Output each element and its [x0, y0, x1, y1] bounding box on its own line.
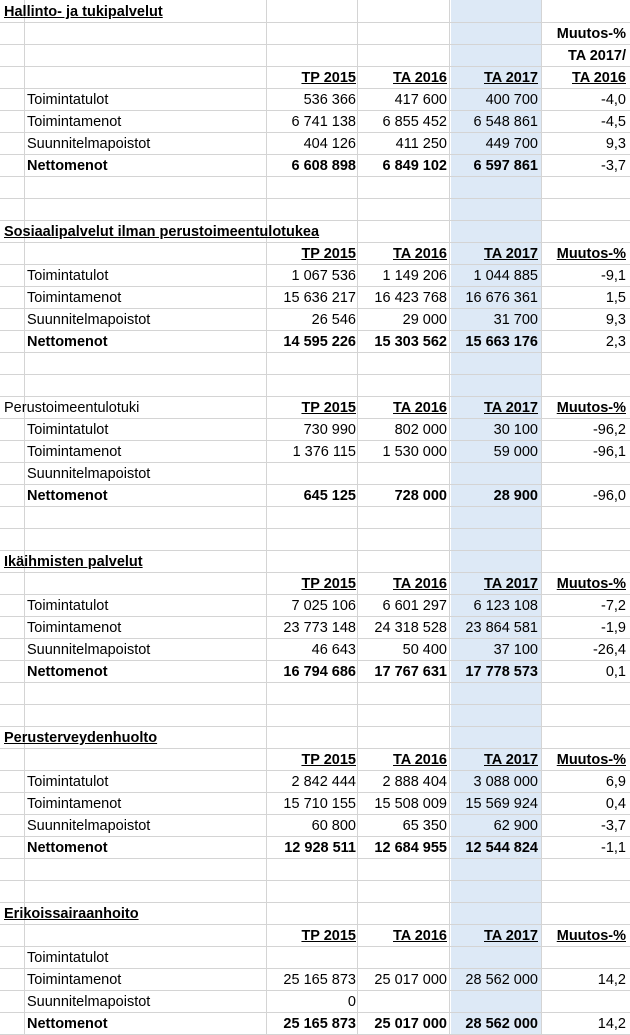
cell-ta2017: 3 088 000: [473, 774, 538, 790]
cell-tp2015: 6 741 138: [291, 114, 356, 130]
cell-muutos: 14,2: [597, 972, 626, 988]
cell-muutos: 1,5: [605, 290, 626, 306]
cell-ta2017: 6 123 108: [473, 598, 538, 614]
header-tp2015: TP 2015: [301, 400, 356, 416]
cell-tp2015: 536 366: [303, 92, 356, 108]
cell-tp2015: 25 165 873: [283, 972, 356, 988]
row-label: Nettomenot: [27, 664, 108, 680]
cell-muutos: [541, 991, 626, 1013]
cell-ta2016: 12 684 955: [374, 840, 447, 856]
cell-ta2017: 59 000: [493, 444, 538, 460]
cell-muutos: -3,7: [601, 158, 626, 174]
row-label: Toimintamenot: [27, 290, 122, 306]
cell-muutos: -9,1: [601, 268, 626, 284]
cell-ta2017: 62 900: [493, 818, 538, 834]
row-label: Nettomenot: [27, 334, 108, 350]
row-label: Toimintatulot: [27, 422, 109, 438]
row-label: Toimintatulot: [27, 268, 109, 284]
header-muutos: Muutos-%: [556, 246, 626, 262]
grid-row-line: [0, 880, 630, 881]
row-label: Suunnitelmapoistot: [27, 312, 151, 328]
row-label: Suunnitelmapoistot: [27, 466, 151, 482]
row-label: Toimintamenot: [27, 796, 122, 812]
cell-ta2017: 23 864 581: [465, 620, 538, 636]
cell-muutos: 9,3: [605, 136, 626, 152]
row-label: Toimintatulot: [27, 950, 109, 966]
cell-ta2017: 37 100: [493, 642, 538, 658]
cell-ta2017: [451, 463, 538, 485]
header-ta2017: TA 2017: [484, 246, 538, 262]
cell-ta2016: [359, 991, 447, 1013]
cell-muutos: 9,3: [605, 312, 626, 328]
cell-muutos: -26,4: [592, 642, 626, 658]
cell-ta2017: 449 700: [485, 136, 538, 152]
cell-ta2017: 28 562 000: [465, 1016, 538, 1032]
cell-ta2016: 29 000: [402, 312, 447, 328]
section-title: Hallinto- ja tukipalvelut: [4, 4, 163, 20]
cell-muutos: -96,1: [592, 444, 626, 460]
cell-muutos: [541, 463, 626, 485]
grid-row-line: [0, 374, 630, 375]
cell-ta2016: 15 303 562: [374, 334, 447, 350]
cell-muutos: 2,3: [605, 334, 626, 350]
cell-ta2017: 16 676 361: [465, 290, 538, 306]
cell-ta2016: 65 350: [402, 818, 447, 834]
grid-row-line: [0, 528, 630, 529]
cell-tp2015: 1 376 115: [292, 444, 356, 460]
header-ta2016: TA 2016: [393, 576, 447, 592]
header-muutos-line2: TA 2017/: [567, 48, 626, 64]
cell-tp2015: 15 636 217: [283, 290, 356, 306]
section-title: Erikoissairaanhoito: [4, 906, 139, 922]
cell-muutos: -4,0: [601, 92, 626, 108]
row-label: Toimintamenot: [27, 114, 122, 130]
cell-ta2017: [451, 947, 538, 969]
header-tp2015: TP 2015: [301, 70, 356, 86]
cell-ta2017: 30 100: [493, 422, 538, 438]
cell-ta2016: 16 423 768: [374, 290, 447, 306]
cell-muutos: 6,9: [605, 774, 626, 790]
cell-ta2017: [451, 991, 538, 1013]
grid-row-line: [0, 198, 630, 199]
cell-muutos: -4,5: [601, 114, 626, 130]
cell-tp2015: 404 126: [303, 136, 356, 152]
cell-tp2015: 60 800: [311, 818, 356, 834]
header-tp2015: TP 2015: [301, 928, 356, 944]
cell-muutos: 14,2: [597, 1016, 626, 1032]
row-label: Toimintamenot: [27, 972, 122, 988]
header-ta2017: TA 2017: [484, 576, 538, 592]
cell-ta2016: 24 318 528: [374, 620, 447, 636]
header-ta2016: TA 2016: [393, 400, 447, 416]
cell-tp2015: [269, 463, 356, 485]
cell-tp2015: 16 794 686: [283, 664, 356, 680]
cell-muutos: -1,1: [601, 840, 626, 856]
cell-tp2015: 730 990: [303, 422, 356, 438]
grid-row-line: [0, 44, 630, 45]
header-muutos: Muutos-%: [556, 928, 626, 944]
cell-ta2016: 6 849 102: [382, 158, 447, 174]
row-label: Toimintamenot: [27, 444, 122, 460]
cell-tp2015: 25 165 873: [283, 1016, 356, 1032]
cell-tp2015: 15 710 155: [283, 796, 356, 812]
cell-ta2016: 802 000: [394, 422, 447, 438]
grid-row-line: [0, 704, 630, 705]
header-ta2017: TA 2017: [484, 400, 538, 416]
header-muutos: Muutos-%: [556, 400, 626, 416]
section-title: Sosiaalipalvelut ilman perustoimeentulotukea: [4, 224, 320, 240]
cell-ta2017: 400 700: [485, 92, 538, 108]
row-label: Suunnitelmapoistot: [27, 642, 151, 658]
row-label: Nettomenot: [27, 840, 108, 856]
cell-muutos: -7,2: [601, 598, 626, 614]
row-label: Suunnitelmapoistot: [27, 818, 151, 834]
cell-ta2016: 2 888 404: [382, 774, 447, 790]
cell-ta2016: 25 017 000: [374, 1016, 447, 1032]
cell-tp2015: 12 928 511: [284, 840, 356, 856]
cell-tp2015: 645 125: [303, 488, 356, 504]
header-tp2015: TP 2015: [301, 752, 356, 768]
cell-muutos: [541, 947, 626, 969]
cell-ta2017: 12 544 824: [465, 840, 538, 856]
header-ta2016: TA 2016: [393, 928, 447, 944]
header-ta2016: TA 2016: [393, 752, 447, 768]
cell-ta2016: 25 017 000: [374, 972, 447, 988]
row-label: Toimintatulot: [27, 598, 109, 614]
row-label: Suunnitelmapoistot: [27, 136, 151, 152]
cell-ta2017: 15 663 176: [465, 334, 538, 350]
cell-tp2015: 7 025 106: [291, 598, 356, 614]
row-label: Nettomenot: [27, 158, 108, 174]
row-label: Toimintatulot: [27, 774, 109, 790]
cell-muutos: 0,4: [605, 796, 626, 812]
cell-ta2016: 17 767 631: [374, 664, 447, 680]
header-muutos-line3: TA 2016: [572, 70, 626, 86]
section-title: Perusterveydenhuolto: [4, 730, 158, 746]
cell-ta2017: 28 562 000: [465, 972, 538, 988]
cell-ta2017: 15 569 924: [465, 796, 538, 812]
cell-muutos: -1,9: [601, 620, 626, 636]
cell-muutos: -3,7: [601, 818, 626, 834]
row-label: Toimintamenot: [27, 620, 122, 636]
cell-tp2015: 14 595 226: [283, 334, 356, 350]
header-ta2017: TA 2017: [484, 928, 538, 944]
cell-ta2016: 417 600: [394, 92, 447, 108]
cell-ta2016: 50 400: [402, 642, 447, 658]
cell-ta2016: [359, 463, 447, 485]
header-muutos: Muutos-%: [556, 752, 626, 768]
cell-tp2015: 26 546: [311, 312, 356, 328]
header-ta2017: TA 2017: [484, 752, 538, 768]
cell-ta2016: 6 855 452: [382, 114, 447, 130]
cell-ta2017: 6 597 861: [473, 158, 538, 174]
header-ta2017: TA 2017: [484, 70, 538, 86]
cell-tp2015: 23 773 148: [283, 620, 356, 636]
section-title: Ikäihmisten palvelut: [4, 554, 143, 570]
cell-muutos: 0,1: [605, 664, 626, 680]
row-label: Suunnitelmapoistot: [27, 994, 151, 1010]
header-tp2015: TP 2015: [301, 246, 356, 262]
cell-ta2016: 1 149 206: [382, 268, 447, 284]
cell-tp2015: 2 842 444: [291, 774, 356, 790]
cell-tp2015: [269, 947, 356, 969]
cell-muutos: -96,2: [592, 422, 626, 438]
cell-ta2017: 31 700: [493, 312, 538, 328]
cell-tp2015: 0: [347, 994, 356, 1010]
section-title: Perustoimeentulotuki: [4, 400, 140, 416]
header-muutos: Muutos-%: [556, 26, 626, 42]
header-muutos: Muutos-%: [556, 576, 626, 592]
row-label: Nettomenot: [27, 488, 108, 504]
cell-ta2016: 728 000: [394, 488, 447, 504]
cell-ta2016: 411 250: [395, 136, 447, 152]
header-tp2015: TP 2015: [301, 576, 356, 592]
cell-ta2017: 1 044 885: [473, 268, 538, 284]
cell-tp2015: 1 067 536: [291, 268, 356, 284]
cell-ta2016: 15 508 009: [374, 796, 447, 812]
header-ta2016: TA 2016: [393, 246, 447, 262]
cell-tp2015: 6 608 898: [291, 158, 356, 174]
cell-ta2017: 28 900: [493, 488, 538, 504]
header-ta2016: TA 2016: [393, 70, 447, 86]
cell-tp2015: 46 643: [311, 642, 356, 658]
cell-ta2016: [359, 947, 447, 969]
row-label: Toimintatulot: [27, 92, 109, 108]
row-label: Nettomenot: [27, 1016, 108, 1032]
cell-ta2017: 17 778 573: [465, 664, 538, 680]
cell-ta2016: 1 530 000: [382, 444, 447, 460]
cell-ta2017: 6 548 861: [473, 114, 538, 130]
cell-ta2016: 6 601 297: [382, 598, 447, 614]
cell-muutos: -96,0: [592, 488, 626, 504]
